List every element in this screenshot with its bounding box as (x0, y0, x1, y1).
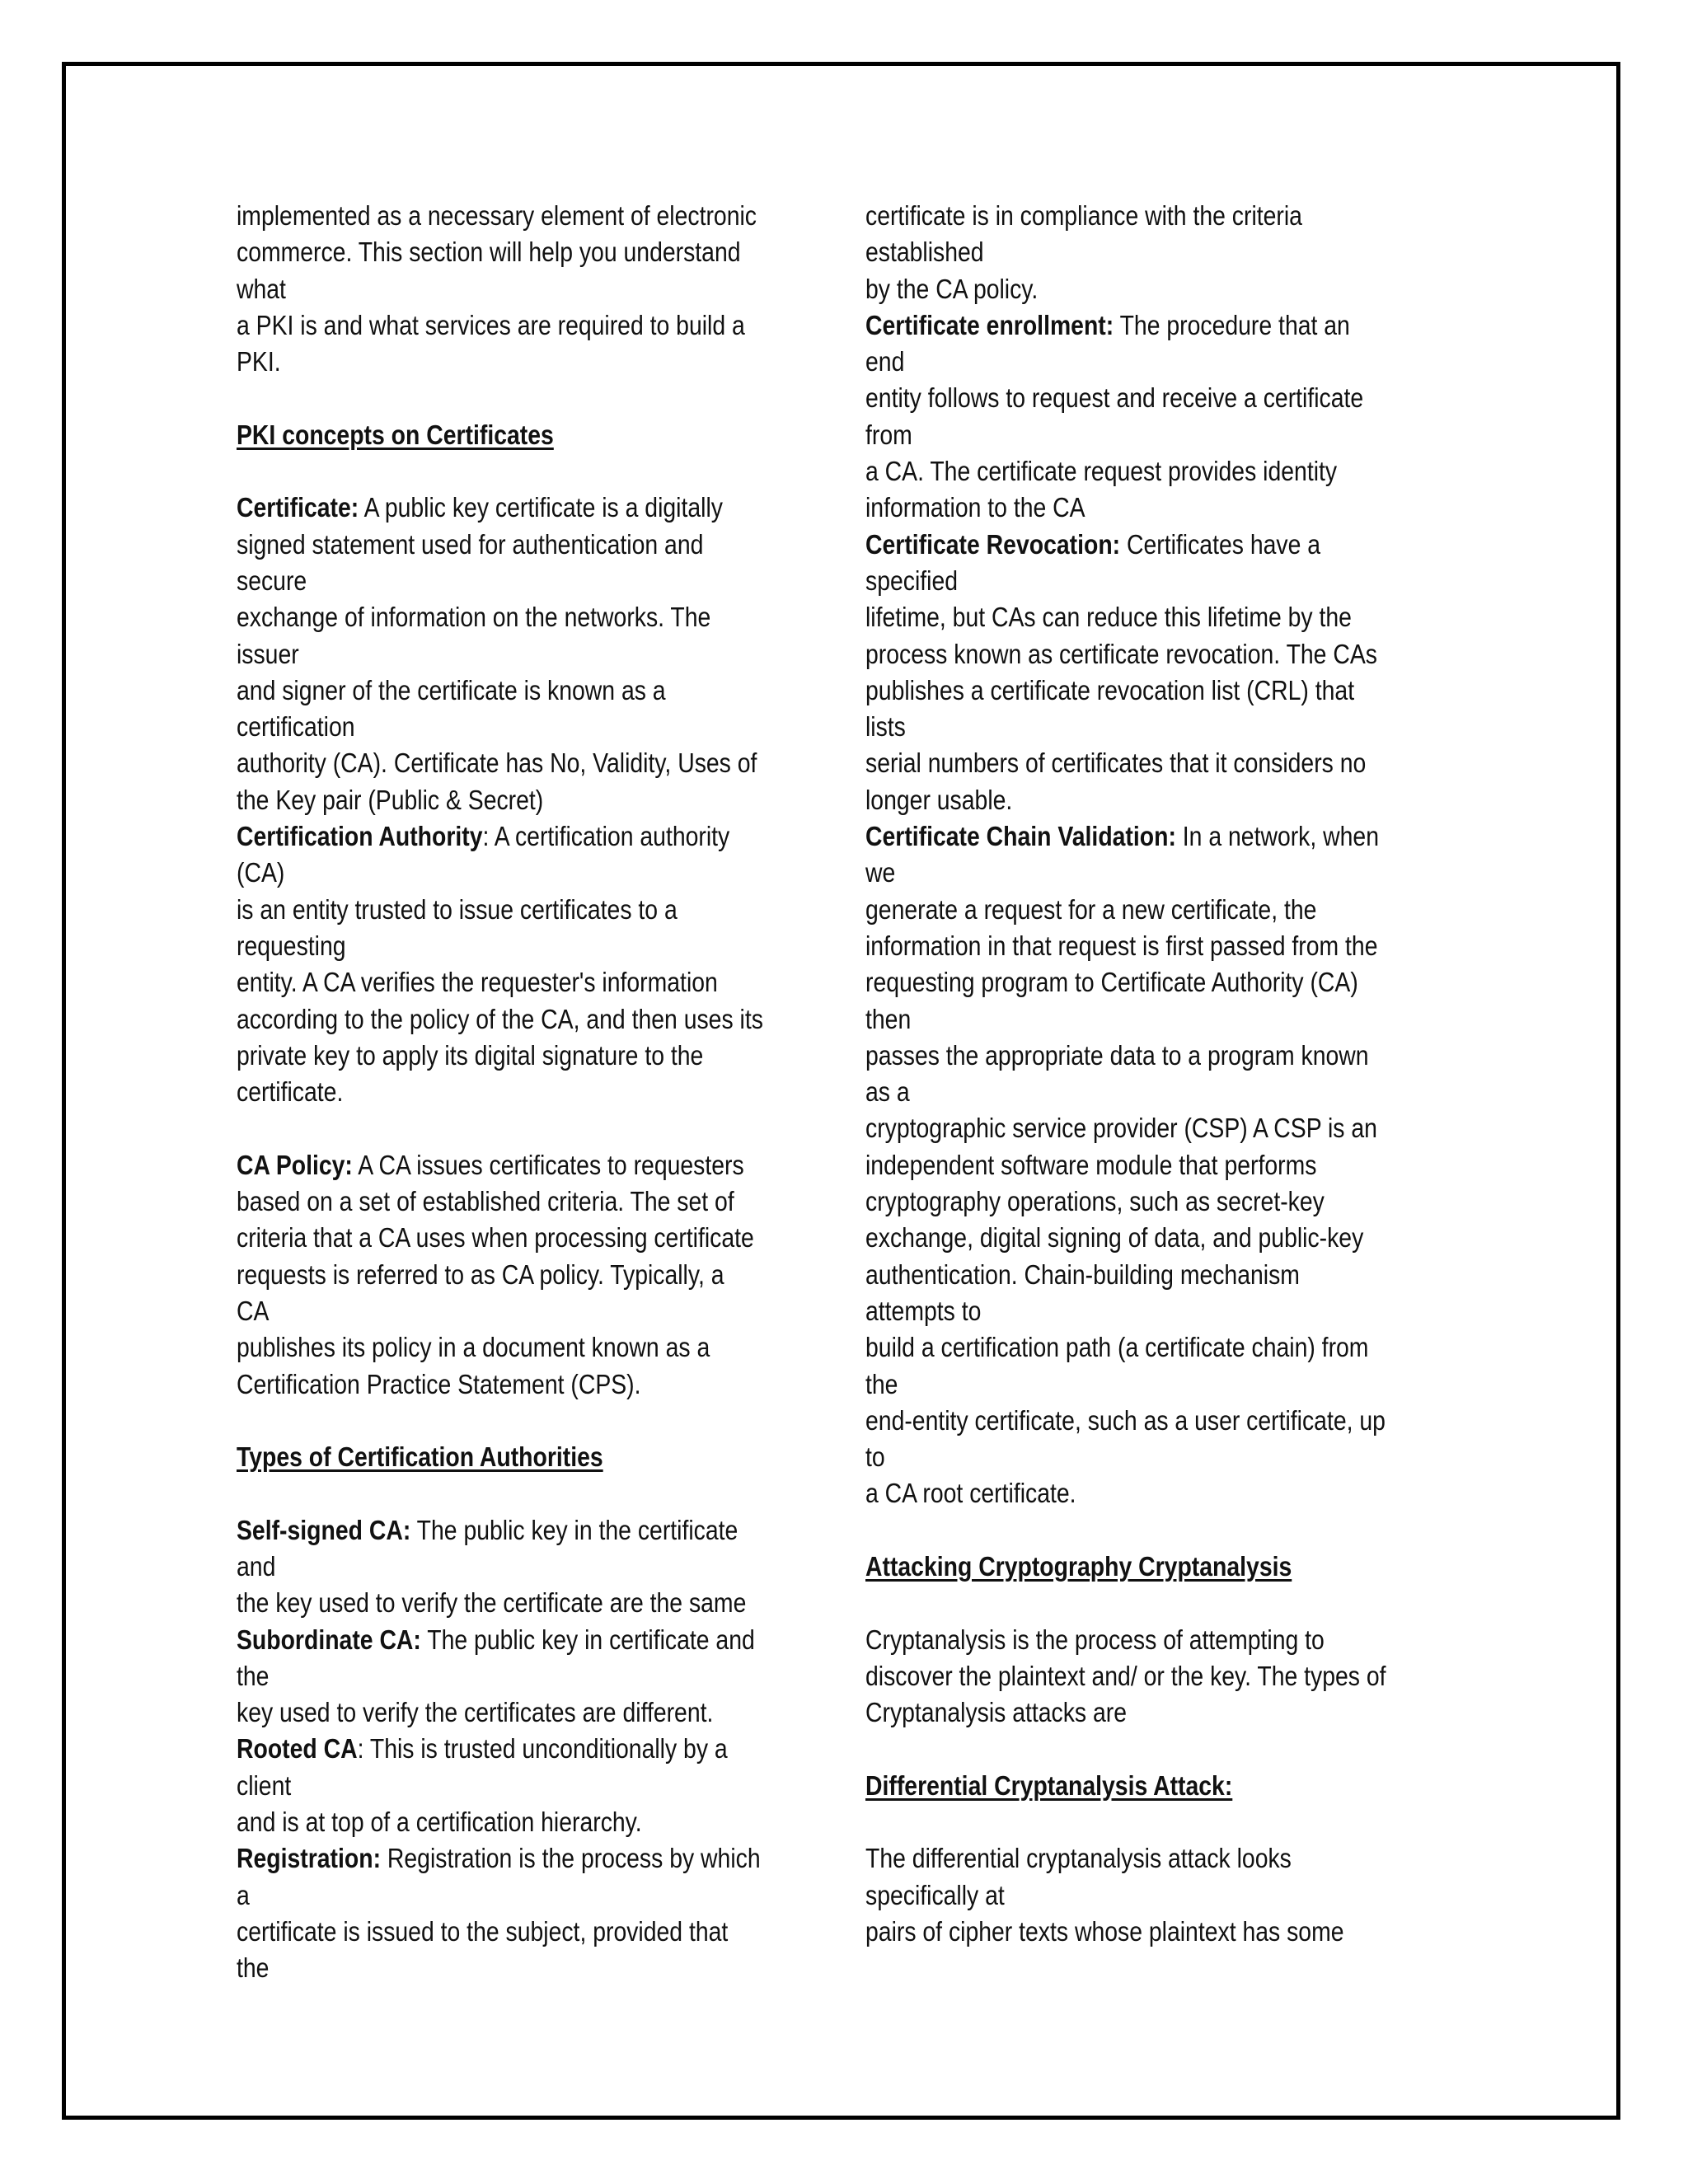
text-line (237, 527, 855, 563)
blank-line (865, 1731, 1484, 1767)
text-line (237, 636, 855, 673)
line-content (237, 1622, 755, 1658)
text-line (237, 307, 855, 344)
text-line (865, 1439, 1484, 1475)
body-text: end-entity certificate, such as a user certificate, up (865, 1404, 1386, 1436)
body-text: the (237, 1660, 270, 1691)
line-content (865, 1439, 885, 1475)
line-content (237, 307, 745, 344)
line-content (865, 1293, 981, 1329)
body-text: a (237, 1879, 250, 1910)
text-line (237, 1658, 855, 1694)
body-text: lifetime, but CAs can reduce this lifetime by the (865, 602, 1352, 633)
blank-line (865, 1512, 1484, 1549)
body-text: based on a set of established criteria. The set of (237, 1186, 734, 1217)
text-line (865, 198, 1484, 234)
line-content (237, 1694, 713, 1731)
line-content (865, 307, 1350, 344)
text-line (865, 1074, 1484, 1110)
text-line (237, 1585, 855, 1621)
body-text: pairs of cipher texts whose plaintext has some (865, 1915, 1344, 1947)
text-line (865, 271, 1484, 307)
line-content (237, 417, 554, 453)
line-content (237, 1658, 269, 1694)
body-text: implemented as a necessary element of electronic (237, 200, 757, 231)
text-line (237, 563, 855, 599)
body-text: specifically at (865, 1879, 1005, 1910)
line-content (237, 636, 299, 673)
line-content (237, 1585, 746, 1621)
text-line (865, 1914, 1484, 1950)
term-label: CA Policy: (237, 1149, 353, 1180)
term-label: Certificate Chain Validation: (865, 821, 1176, 852)
line-content (865, 527, 1320, 563)
body-text: authentication. Chain-building mechanism (865, 1258, 1300, 1290)
text-line (237, 855, 855, 891)
line-content (237, 1257, 724, 1293)
line-content (237, 709, 355, 745)
text-line (865, 1877, 1484, 1914)
line-content (237, 964, 718, 1001)
text-line (237, 234, 855, 270)
section-heading (865, 1549, 1484, 1585)
text-line (237, 1622, 855, 1658)
text-line (865, 1403, 1484, 1439)
text-line (237, 1512, 855, 1549)
text-line (237, 673, 855, 709)
body-text: lists (865, 711, 906, 743)
line-content (237, 563, 307, 599)
term-label: Self-signed CA: (237, 1514, 411, 1545)
line-content (237, 1183, 734, 1220)
line-content (865, 1110, 1377, 1146)
body-text: and is at top of a certification hierarchy. (237, 1807, 642, 1838)
text-line (237, 1074, 855, 1110)
body-text: Registration is the process by which (381, 1843, 761, 1874)
line-content (237, 673, 666, 709)
body-text: as a (865, 1076, 910, 1108)
text-line (865, 1038, 1484, 1074)
text-line (237, 892, 855, 928)
line-content (865, 1840, 1292, 1877)
text-line (865, 782, 1484, 818)
line-content (865, 1694, 1127, 1731)
line-content (865, 1877, 1005, 1914)
text-line (237, 198, 855, 234)
text-line (237, 1147, 855, 1183)
left-text-column (237, 198, 855, 1987)
body-text: the (237, 1952, 270, 1984)
text-line (237, 1694, 855, 1731)
text-line (865, 892, 1484, 928)
line-content (237, 1877, 250, 1914)
line-content (237, 490, 723, 526)
line-content (865, 964, 1358, 1001)
text-line (865, 1257, 1484, 1293)
line-content (865, 344, 904, 380)
body-text: according to the policy of the CA, and then uses its (237, 1003, 763, 1034)
line-content (237, 344, 281, 380)
text-line (865, 709, 1484, 745)
body-text: The public key in certificate and (420, 1624, 755, 1655)
text-line (865, 1694, 1484, 1731)
line-content (865, 380, 1363, 416)
line-content (237, 1950, 269, 1986)
body-text: by the CA policy. (865, 273, 1039, 304)
line-content (865, 1403, 1386, 1439)
body-text: cryptography operations, such as secret-key (865, 1186, 1325, 1217)
text-line (865, 453, 1484, 490)
body-text: certificate. (237, 1076, 344, 1108)
body-text: authority (CA). Certificate has No, Validity, Uses of (237, 748, 757, 779)
heading-text: Attacking Cryptography Cryptanalysis (865, 1550, 1292, 1582)
body-text: a PKI is and what services are required to build a (237, 309, 745, 340)
text-line (865, 1220, 1484, 1256)
text-line (237, 1001, 855, 1038)
body-text: specified (865, 565, 959, 596)
text-line (237, 1877, 855, 1914)
line-content (865, 745, 1366, 781)
text-line (865, 1622, 1484, 1658)
line-content (865, 1914, 1344, 1950)
text-line (237, 1731, 855, 1767)
line-content (237, 1147, 744, 1183)
text-line (865, 1293, 1484, 1329)
body-text: and signer of the certificate is known as a (237, 674, 666, 705)
text-line (237, 782, 855, 818)
body-text: longer usable. (865, 784, 1013, 815)
text-line (865, 344, 1484, 380)
text-line (865, 964, 1484, 1001)
body-text: then (865, 1003, 912, 1034)
text-line (865, 1183, 1484, 1220)
body-text: passes the appropriate data to a program known (865, 1039, 1369, 1071)
line-content (865, 1038, 1369, 1074)
line-content (865, 599, 1352, 635)
body-text: discover the plaintext and/ or the key. The types of (865, 1660, 1386, 1691)
line-content (865, 490, 1085, 526)
line-content (237, 1329, 710, 1366)
body-text: established (865, 237, 984, 268)
line-content (237, 1038, 703, 1074)
term-label: Registration: (237, 1843, 382, 1874)
body-text: CA (237, 1295, 270, 1326)
line-content (865, 1768, 1232, 1804)
line-content (865, 1220, 1363, 1256)
line-content (237, 599, 710, 635)
line-content (865, 1475, 1076, 1511)
line-content (865, 782, 1012, 818)
body-text: publishes a certificate revocation list (CRL) that (865, 674, 1355, 705)
line-content (237, 782, 543, 818)
line-content (237, 198, 757, 234)
line-content (865, 1658, 1386, 1694)
body-text: certificate is issued to the subject, provided that (237, 1915, 729, 1947)
text-line (865, 599, 1484, 635)
text-line (865, 745, 1484, 781)
text-line (865, 1110, 1484, 1146)
line-content (237, 855, 284, 891)
body-text: : A certification authority (482, 821, 730, 852)
line-content (237, 1366, 641, 1403)
text-line (237, 490, 855, 526)
text-line (865, 563, 1484, 599)
body-text: publishes its policy in a document known as a (237, 1332, 710, 1363)
body-text: In a network, when (1175, 821, 1379, 852)
text-line (865, 818, 1484, 855)
text-line (865, 527, 1484, 563)
body-text: private key to apply its digital signature to the (237, 1039, 704, 1071)
term-label: Certificate enrollment: (865, 309, 1114, 340)
line-content (237, 745, 757, 781)
body-text: issuer (237, 638, 299, 669)
body-text: The differential cryptanalysis attack looks (865, 1843, 1292, 1874)
body-text: Cryptanalysis is the process of attempting to (865, 1624, 1325, 1655)
body-text: secure (237, 565, 307, 596)
line-content (237, 1512, 738, 1549)
line-content (865, 1001, 911, 1038)
text-line (237, 964, 855, 1001)
body-text: key used to verify the certificates are different. (237, 1697, 714, 1728)
line-content (865, 928, 1377, 964)
line-content (237, 1001, 763, 1038)
line-content (865, 417, 912, 453)
line-content (237, 1840, 761, 1877)
body-text: the key used to verify the certificate are the same (237, 1587, 747, 1619)
line-content (865, 1257, 1300, 1293)
line-content (237, 892, 678, 928)
line-content (865, 673, 1354, 709)
line-content (865, 198, 1302, 234)
body-text: information to the CA (865, 492, 1085, 523)
blank-line (865, 1585, 1484, 1621)
line-content (237, 1804, 642, 1840)
line-content (237, 1293, 269, 1329)
body-text: is an entity trusted to issue certificates to a (237, 893, 678, 925)
blank-line (237, 1475, 855, 1511)
line-content (237, 1220, 754, 1256)
text-line (237, 928, 855, 964)
body-text: entity. A CA verifies the requester's information (237, 967, 718, 998)
blank-line (237, 1110, 855, 1146)
body-text: exchange of information on the networks. The (237, 602, 711, 633)
line-content (865, 563, 958, 599)
body-text: The procedure that an (1114, 309, 1350, 340)
right-text-column (865, 198, 1484, 1950)
body-text: certificate is in compliance with the criteria (865, 200, 1302, 231)
line-content (865, 234, 984, 270)
body-text: client (237, 1769, 292, 1801)
body-text: generate a request for a new certificate, the (865, 893, 1317, 925)
body-text: commerce. This section will help you understand (237, 237, 741, 268)
body-text: build a certification path (a certificate chain) from (865, 1332, 1369, 1363)
text-line (865, 1366, 1484, 1403)
term-label: Certificate Revocation: (865, 528, 1121, 560)
body-text: end (865, 346, 905, 377)
text-line (237, 1257, 855, 1293)
text-line (237, 1038, 855, 1074)
line-content (865, 636, 1377, 673)
body-text: (CA) (237, 857, 285, 888)
text-line (237, 818, 855, 855)
line-content (237, 1731, 728, 1767)
heading-text: PKI concepts on Certificates (237, 419, 554, 450)
body-text: and (237, 1550, 276, 1582)
blank-line (237, 380, 855, 416)
line-content (865, 1549, 1292, 1585)
text-line (237, 271, 855, 307)
line-content (237, 818, 729, 855)
line-content (865, 1147, 1316, 1183)
text-line (865, 1475, 1484, 1511)
text-line (865, 490, 1484, 526)
term-label: Rooted CA (237, 1733, 358, 1765)
text-line (237, 1768, 855, 1804)
text-line (237, 1549, 855, 1585)
body-text: a CA root certificate. (865, 1478, 1076, 1509)
text-line (237, 1366, 855, 1403)
text-line (865, 1840, 1484, 1877)
line-content (237, 1768, 291, 1804)
term-label: Certification Authority (237, 821, 483, 852)
body-text: what (237, 273, 286, 304)
line-content (237, 527, 703, 563)
body-text: signed statement used for authentication and (237, 528, 704, 560)
text-line (865, 234, 1484, 270)
text-line (237, 599, 855, 635)
body-text: requests is referred to as CA policy. Typically, a (237, 1258, 724, 1290)
text-line (865, 307, 1484, 344)
line-content (865, 1329, 1368, 1366)
body-text: serial numbers of certificates that it considers no (865, 748, 1367, 779)
text-line (865, 1001, 1484, 1038)
body-text: Cryptanalysis attacks are (865, 1697, 1128, 1728)
blank-line (237, 1403, 855, 1439)
text-line (237, 1183, 855, 1220)
term-label: Subordinate CA: (237, 1624, 421, 1655)
text-line (237, 1950, 855, 1986)
line-content (865, 453, 1337, 490)
text-line (865, 1329, 1484, 1366)
text-line (237, 745, 855, 781)
text-line (865, 1147, 1484, 1183)
line-content (865, 271, 1038, 307)
body-text: requesting (237, 930, 346, 961)
body-text: we (865, 857, 896, 888)
body-text: to (865, 1441, 885, 1473)
text-line (237, 1914, 855, 1950)
body-text: from (865, 419, 912, 450)
body-text: process known as certificate revocation. The CAs (865, 638, 1377, 669)
text-line (237, 344, 855, 380)
line-content (237, 928, 346, 964)
text-line (865, 673, 1484, 709)
body-text: independent software module that performs (865, 1149, 1317, 1180)
line-content (865, 1622, 1325, 1658)
body-text: requesting program to Certificate Authority (CA) (865, 967, 1358, 998)
text-line (237, 1840, 855, 1877)
text-line (237, 1293, 855, 1329)
text-line (237, 1804, 855, 1840)
section-heading (237, 417, 855, 453)
body-text: : This is trusted unconditionally by a (357, 1733, 728, 1765)
blank-line (237, 453, 855, 490)
line-content (865, 1074, 910, 1110)
text-line (865, 636, 1484, 673)
text-line (865, 380, 1484, 416)
term-label: Certificate: (237, 492, 359, 523)
line-content (237, 1074, 343, 1110)
text-line (865, 855, 1484, 891)
body-text: Certification Practice Statement (CPS). (237, 1368, 641, 1399)
body-text: entity follows to request and receive a certificate (865, 382, 1364, 414)
text-line (865, 1658, 1484, 1694)
heading-text: Types of Certification Authorities (237, 1441, 603, 1473)
heading-text: Differential Cryptanalysis Attack: (865, 1769, 1233, 1801)
line-content (865, 818, 1379, 855)
body-text: PKI. (237, 346, 281, 377)
body-text: cryptographic service provider (CSP) A CSP is an (865, 1113, 1377, 1144)
text-line (237, 709, 855, 745)
line-content (237, 271, 286, 307)
line-content (865, 892, 1316, 928)
body-text: A public key certificate is a digitally (359, 492, 723, 523)
text-line (865, 928, 1484, 964)
line-content (237, 1439, 603, 1475)
section-heading (865, 1768, 1484, 1804)
text-line (237, 1329, 855, 1366)
line-content (865, 1183, 1325, 1220)
body-text: attempts to (865, 1295, 982, 1326)
body-text: the Key pair (Public & Secret) (237, 784, 544, 815)
line-content (865, 709, 906, 745)
line-content (865, 855, 895, 891)
section-heading (237, 1439, 855, 1475)
line-content (237, 1549, 275, 1585)
body-text: information in that request is first passed from the (865, 930, 1378, 961)
body-text: the (865, 1368, 898, 1399)
line-content (865, 1366, 898, 1403)
body-text: certification (237, 711, 355, 743)
body-text: a CA. The certificate request provides identity (865, 456, 1338, 487)
body-text: A CA issues certificates to requesters (352, 1149, 744, 1180)
text-line (237, 1220, 855, 1256)
line-content (237, 1914, 728, 1950)
blank-line (865, 1804, 1484, 1840)
body-text: Certificates have a (1120, 528, 1321, 560)
text-line (865, 417, 1484, 453)
body-text: The public key in the certificate (410, 1514, 738, 1545)
line-content (237, 234, 741, 270)
body-text: exchange, digital signing of data, and public-key (865, 1222, 1364, 1254)
body-text: criteria that a CA uses when processing certificate (237, 1222, 754, 1254)
